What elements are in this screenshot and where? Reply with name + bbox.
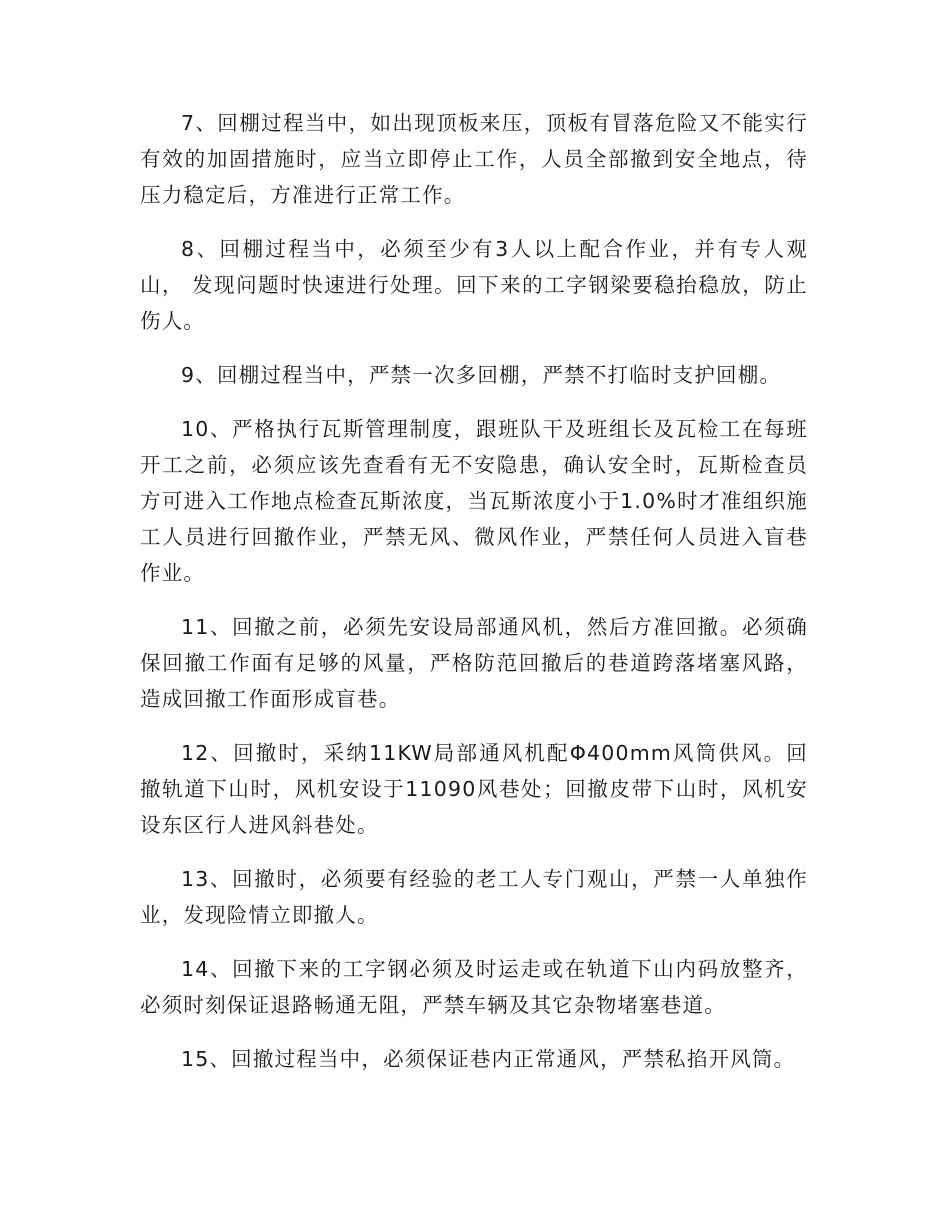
paragraph-8: 8、回棚过程当中，必须至少有3人以上配合作业，并有专人观山， 发现问题时快速进行处理。回下来的工字钢梁要稳抬稳放，防止伤人。 [140, 237, 808, 333]
document-body [140, 105, 808, 1095]
paragraph-9: 9、回棚过程当中，严禁一次多回棚，严禁不打临时支护回棚。 [181, 363, 782, 387]
paragraph-15: 15、回撤过程当中，必须保证巷内正常通风，严禁私掐开风筒。 [181, 1047, 796, 1071]
paragraph-12: 12、回撤时，采纳11KW局部通风机配Φ400mm风筒供风。回撤轨道下山时，风机安设于11090风巷处；回撤皮带下山时，风机安设东区行人进风斜巷处。 [140, 741, 808, 837]
paragraph-14: 14、回撤下来的工字钢必须及时运走或在轨道下山内码放整齐，必须时刻保证退路畅通无阻，严禁车辆及其它杂物堵塞巷道。 [140, 957, 808, 1017]
paragraph-11: 11、回撤之前，必须先安设局部通风机，然后方准回撤。必须确保回撤工作面有足够的风量，严格防范回撤后的巷道跨落堵塞风路，造成回撤工作面形成盲巷。 [140, 615, 808, 711]
paragraph-13: 13、回撤时，必须要有经验的老工人专门观山，严禁一人单独作业，发现险情立即撤人。 [140, 867, 808, 927]
paragraph-10: 10、严格执行瓦斯管理制度，跟班队干及班组长及瓦检工在每班开工之前，必须应该先查看有无不安隐患，确认安全时，瓦斯检查员方可进入工作地点检查瓦斯浓度，当瓦斯浓度小于1.0%时才准组织施工人员进行回撤作业，严禁无风、微风作业，严禁任何人员进入盲巷作业。 [140, 417, 808, 585]
paragraph-7: 7、回棚过程当中，如出现顶板来压，顶板有冒落危险又不能实行有效的加固措施时，应当立即停止工作，人员全部撤到安全地点，待压力稳定后，方准进行正常工作。 [140, 111, 808, 207]
